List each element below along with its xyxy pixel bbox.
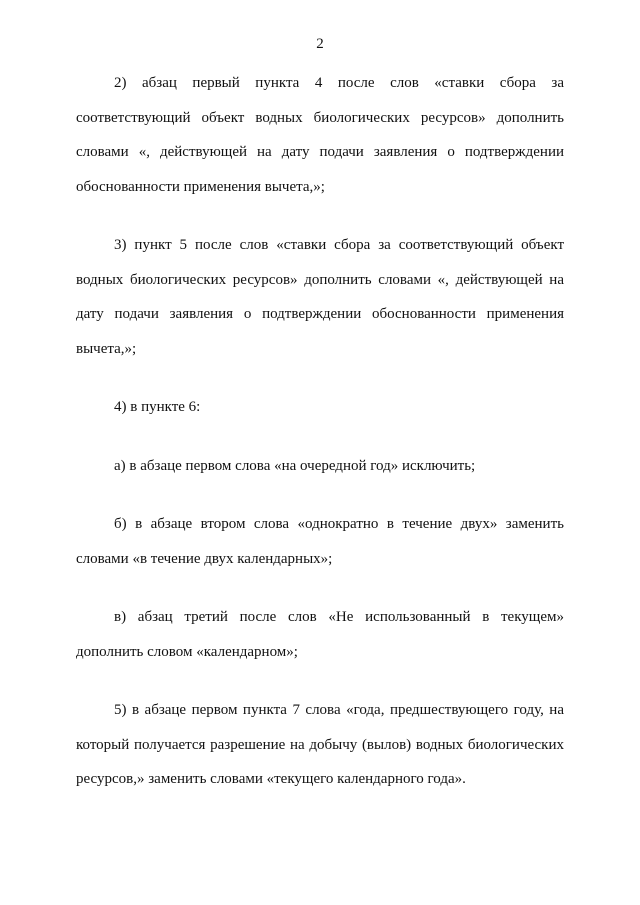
paragraph-subitem-b: б) в абзаце втором слова «однократно в течение двух» заменить словами «в течение двух календарных»; xyxy=(76,516,564,567)
paragraph-item-3: 3) пункт 5 после слов «ставки сбора за соответствующий объект водных биологических ресурсов» дополнить словами «, действующей на дату подачи заявления о подтверждении обоснованности применения вычета,»; xyxy=(76,237,564,357)
page-number: 2 xyxy=(316,36,324,52)
paragraph-item-5: 5) в абзаце первом пункта 7 слова «года, предшествующего году, на который получается разрешение на добычу (вылов) водных биологических ресурсов,» заменить словами «текущего календарного года». xyxy=(76,702,564,787)
paragraph-subitem-v: в) абзац третий после слов «Не использованный в текущем» дополнить словом «календарном»; xyxy=(76,609,564,660)
document-body xyxy=(76,66,564,821)
paragraph-item-2: 2) абзац первый пункта 4 после слов «ставки сбора за соответствующий объект водных биологических ресурсов» дополнить словами «, действующей на дату подачи заявления о подтверждении обоснованности применения вычета,»; xyxy=(76,75,564,195)
paragraph-subitem-a: а) в абзаце первом слова «на очередной год» исключить; xyxy=(114,457,476,474)
paragraph-item-4: 4) в пункте 6: xyxy=(114,399,201,415)
